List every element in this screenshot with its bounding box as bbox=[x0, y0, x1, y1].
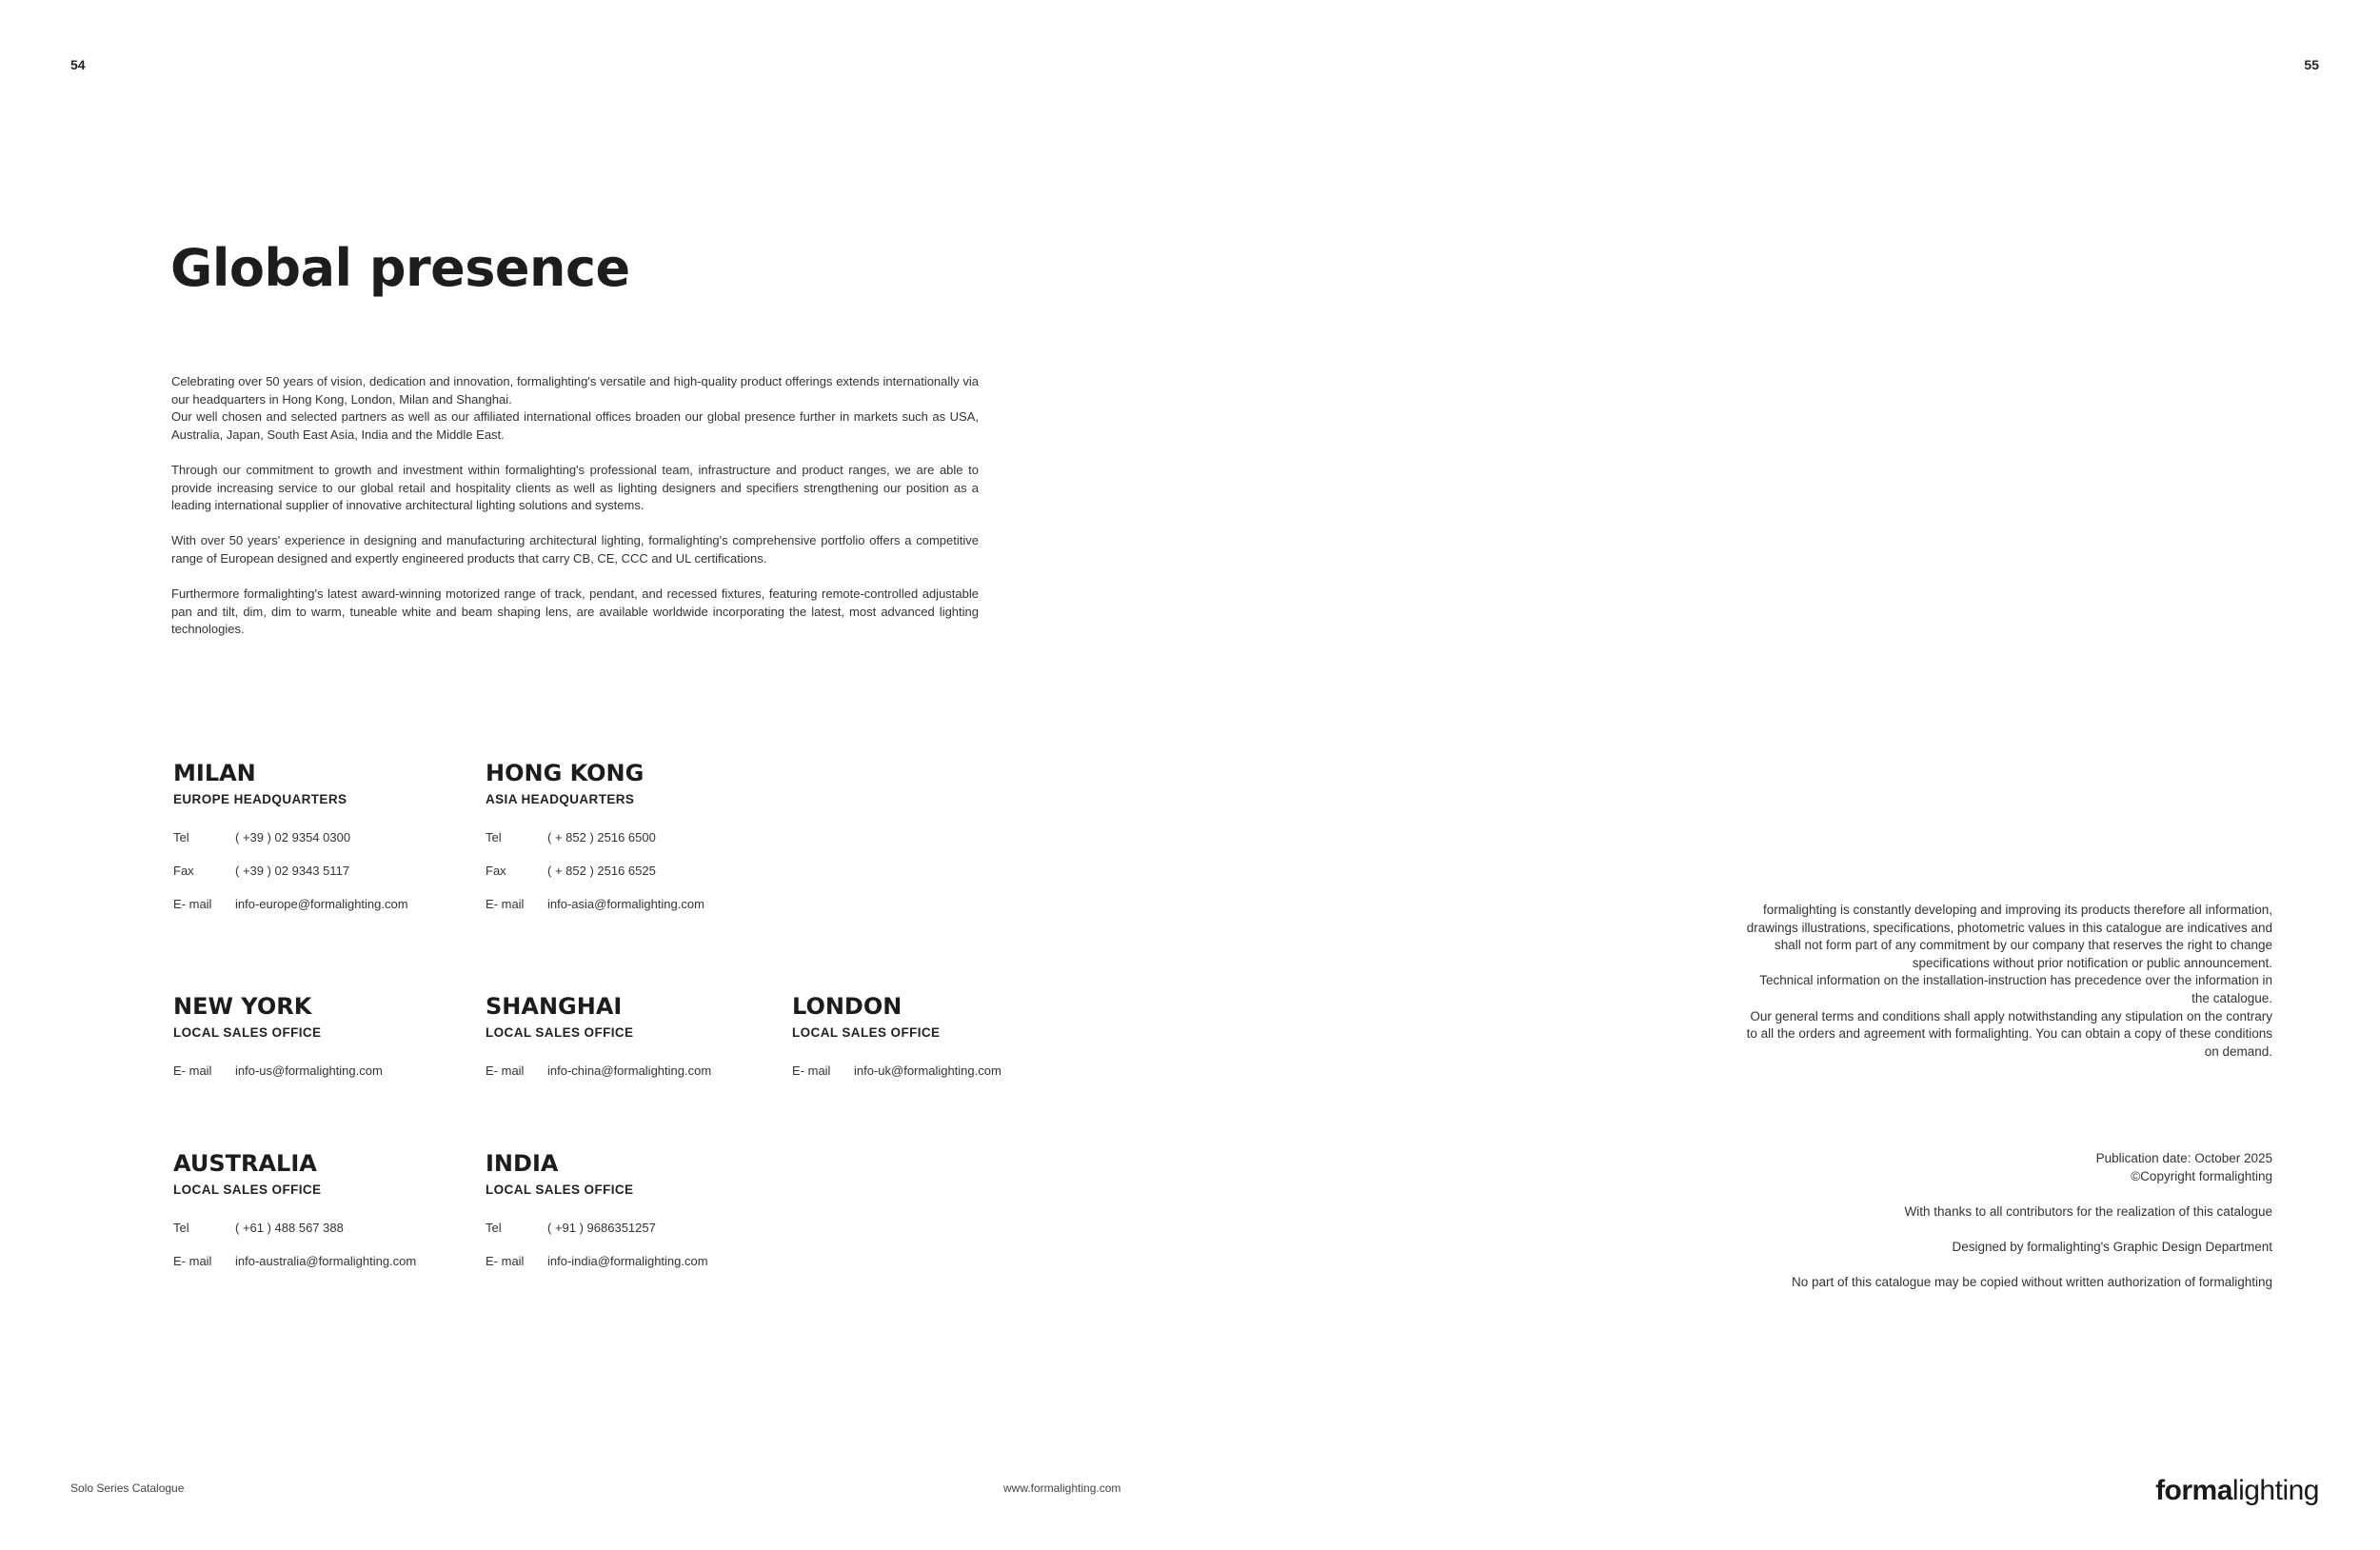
tel-row bbox=[173, 830, 459, 864]
fax-row bbox=[486, 864, 771, 897]
tel-label: Tel bbox=[173, 1221, 189, 1235]
office-type: LOCAL SALES OFFICE bbox=[486, 1182, 634, 1197]
office-australia bbox=[173, 1149, 459, 1287]
email-row bbox=[486, 1254, 771, 1287]
office-city: HONG KONG bbox=[486, 760, 645, 786]
email-link[interactable]: info-india@formalighting.com bbox=[547, 1254, 708, 1268]
fax-value: ( +39 ) 02 9343 5117 bbox=[235, 864, 350, 878]
footer-catalogue-name: Solo Series Catalogue bbox=[70, 1481, 185, 1495]
logo-light-part: lighting bbox=[2231, 1475, 2319, 1506]
email-link[interactable]: info-europe@formalighting.com bbox=[235, 897, 408, 911]
email-row bbox=[173, 897, 459, 930]
office-india bbox=[486, 1149, 771, 1287]
designed-by-text: Designed by formalighting's Graphic Design Department bbox=[1952, 1239, 2272, 1254]
intro-paragraph: Through our commitment to growth and investment within formalighting's professional team, infrastructure and product ranges, we are able to provide increasing service to our global retail and hospitality clients as well as lighting designers and specifiers strengthening our position as a leading international supplier of innovative architectural lighting solutions and systems. bbox=[171, 462, 979, 513]
fax-label: Fax bbox=[173, 864, 194, 878]
intro-paragraph: Our well chosen and selected partners as well as our affiliated international offices broaden our global presence further in markets such as USA, Australia, Japan, South East Asia, India and the Middle East. bbox=[171, 409, 979, 442]
office-type: LOCAL SALES OFFICE bbox=[486, 1025, 634, 1040]
office-city: MILAN bbox=[173, 760, 256, 786]
credits-block bbox=[1701, 1150, 2272, 1292]
page-title: Global presence bbox=[170, 238, 630, 298]
fax-label: Fax bbox=[486, 864, 506, 878]
office-type: LOCAL SALES OFFICE bbox=[173, 1182, 322, 1197]
thanks-text: With thanks to all contributors for the realization of this catalogue bbox=[1904, 1203, 2272, 1219]
intro-text bbox=[171, 373, 979, 657]
publication-date: Publication date: October 2025 bbox=[2095, 1151, 2272, 1165]
email-label: E- mail bbox=[173, 1254, 212, 1268]
tel-value: ( + 852 ) 2516 6500 bbox=[547, 830, 656, 845]
tel-value: ( +91 ) 9686351257 bbox=[547, 1221, 656, 1235]
tel-row bbox=[173, 1221, 459, 1254]
office-type: LOCAL SALES OFFICE bbox=[173, 1025, 322, 1040]
tel-row bbox=[486, 1221, 771, 1254]
email-link[interactable]: info-us@formalighting.com bbox=[235, 1063, 383, 1078]
email-row bbox=[792, 1063, 1078, 1097]
disclaimer-paragraph: Our general terms and conditions shall apply notwithstanding any stipulation on the contrary to all the orders and agreement with formalighting. You can obtain a copy of these conditions on demand. bbox=[1746, 1008, 2272, 1059]
email-row bbox=[173, 1254, 459, 1287]
page-number-right: 55 bbox=[2304, 57, 2319, 72]
copyright-text: ©Copyright formalighting bbox=[2131, 1168, 2272, 1183]
email-label: E- mail bbox=[792, 1063, 831, 1078]
office-hong-kong bbox=[486, 759, 771, 930]
office-milan bbox=[173, 759, 459, 930]
email-link[interactable]: info-asia@formalighting.com bbox=[547, 897, 704, 911]
email-label: E- mail bbox=[486, 1254, 525, 1268]
email-row bbox=[486, 1063, 771, 1097]
office-new-york bbox=[173, 992, 459, 1097]
logo-bold-part: forma bbox=[2155, 1475, 2232, 1506]
tel-value: ( +61 ) 488 567 388 bbox=[235, 1221, 344, 1235]
office-city: NEW YORK bbox=[173, 993, 312, 1020]
footer-website-link[interactable]: www.formalighting.com bbox=[1003, 1481, 1121, 1495]
tel-label: Tel bbox=[486, 1221, 502, 1235]
intro-paragraph: Celebrating over 50 years of vision, dedication and innovation, formalighting's versatile and high-quality product offerings extends internationally via our headquarters in Hong Kong, London, Milan and Shanghai. bbox=[171, 374, 979, 407]
disclaimer-text bbox=[1739, 902, 2272, 1061]
email-link[interactable]: info-australia@formalighting.com bbox=[235, 1254, 417, 1268]
page-number-left: 54 bbox=[70, 57, 86, 72]
intro-paragraph: With over 50 years' experience in designing and manufacturing architectural lighting, formalighting's comprehensive portfolio offers a competitive range of European designed and expertly engineered products that carry CB, CE, CCC and UL certifications. bbox=[171, 533, 979, 566]
office-city: SHANGHAI bbox=[486, 993, 623, 1020]
email-row bbox=[486, 897, 771, 930]
tel-row bbox=[486, 830, 771, 864]
email-label: E- mail bbox=[486, 897, 525, 911]
rights-text: No part of this catalogue may be copied without written authorization of formalighting bbox=[1791, 1275, 2272, 1290]
formalighting-logo bbox=[2155, 1475, 2319, 1507]
office-type: LOCAL SALES OFFICE bbox=[792, 1025, 941, 1040]
tel-label: Tel bbox=[173, 830, 189, 845]
disclaimer-paragraph: formalighting is constantly developing and improving its products therefore all information, drawings illustrations, specifications, photometric values in this catalogue are indicatives and shall not form part of any commitment by our company that reserves the right to change specifications without prior notification or public announcement. bbox=[1746, 903, 2272, 970]
email-label: E- mail bbox=[486, 1063, 525, 1078]
email-link[interactable]: info-china@formalighting.com bbox=[547, 1063, 712, 1078]
disclaimer-paragraph: Technical information on the installation-instruction has precedence over the information in the catalogue. bbox=[1759, 973, 2272, 1005]
office-shanghai bbox=[486, 992, 771, 1097]
fax-value: ( + 852 ) 2516 6525 bbox=[547, 864, 656, 878]
fax-row bbox=[173, 864, 459, 897]
office-city: AUSTRALIA bbox=[173, 1150, 317, 1177]
office-type: EUROPE HEADQUARTERS bbox=[173, 792, 347, 806]
email-label: E- mail bbox=[173, 897, 212, 911]
office-london bbox=[792, 992, 1078, 1097]
email-label: E- mail bbox=[173, 1063, 212, 1078]
email-row bbox=[173, 1063, 459, 1097]
email-link[interactable]: info-uk@formalighting.com bbox=[854, 1063, 1002, 1078]
office-city: LONDON bbox=[792, 993, 902, 1020]
office-city: INDIA bbox=[486, 1150, 559, 1177]
tel-label: Tel bbox=[486, 830, 502, 845]
intro-paragraph: Furthermore formalighting's latest award-winning motorized range of track, pendant, and recessed fixtures, featuring remote-controlled adjustable pan and tilt, dim, dim to warm, tuneable white and beam shaping lens, are available worldwide incorporating the latest, most advanced lighting technologies. bbox=[171, 586, 979, 637]
office-type: ASIA HEADQUARTERS bbox=[486, 792, 635, 806]
tel-value: ( +39 ) 02 9354 0300 bbox=[235, 830, 351, 845]
